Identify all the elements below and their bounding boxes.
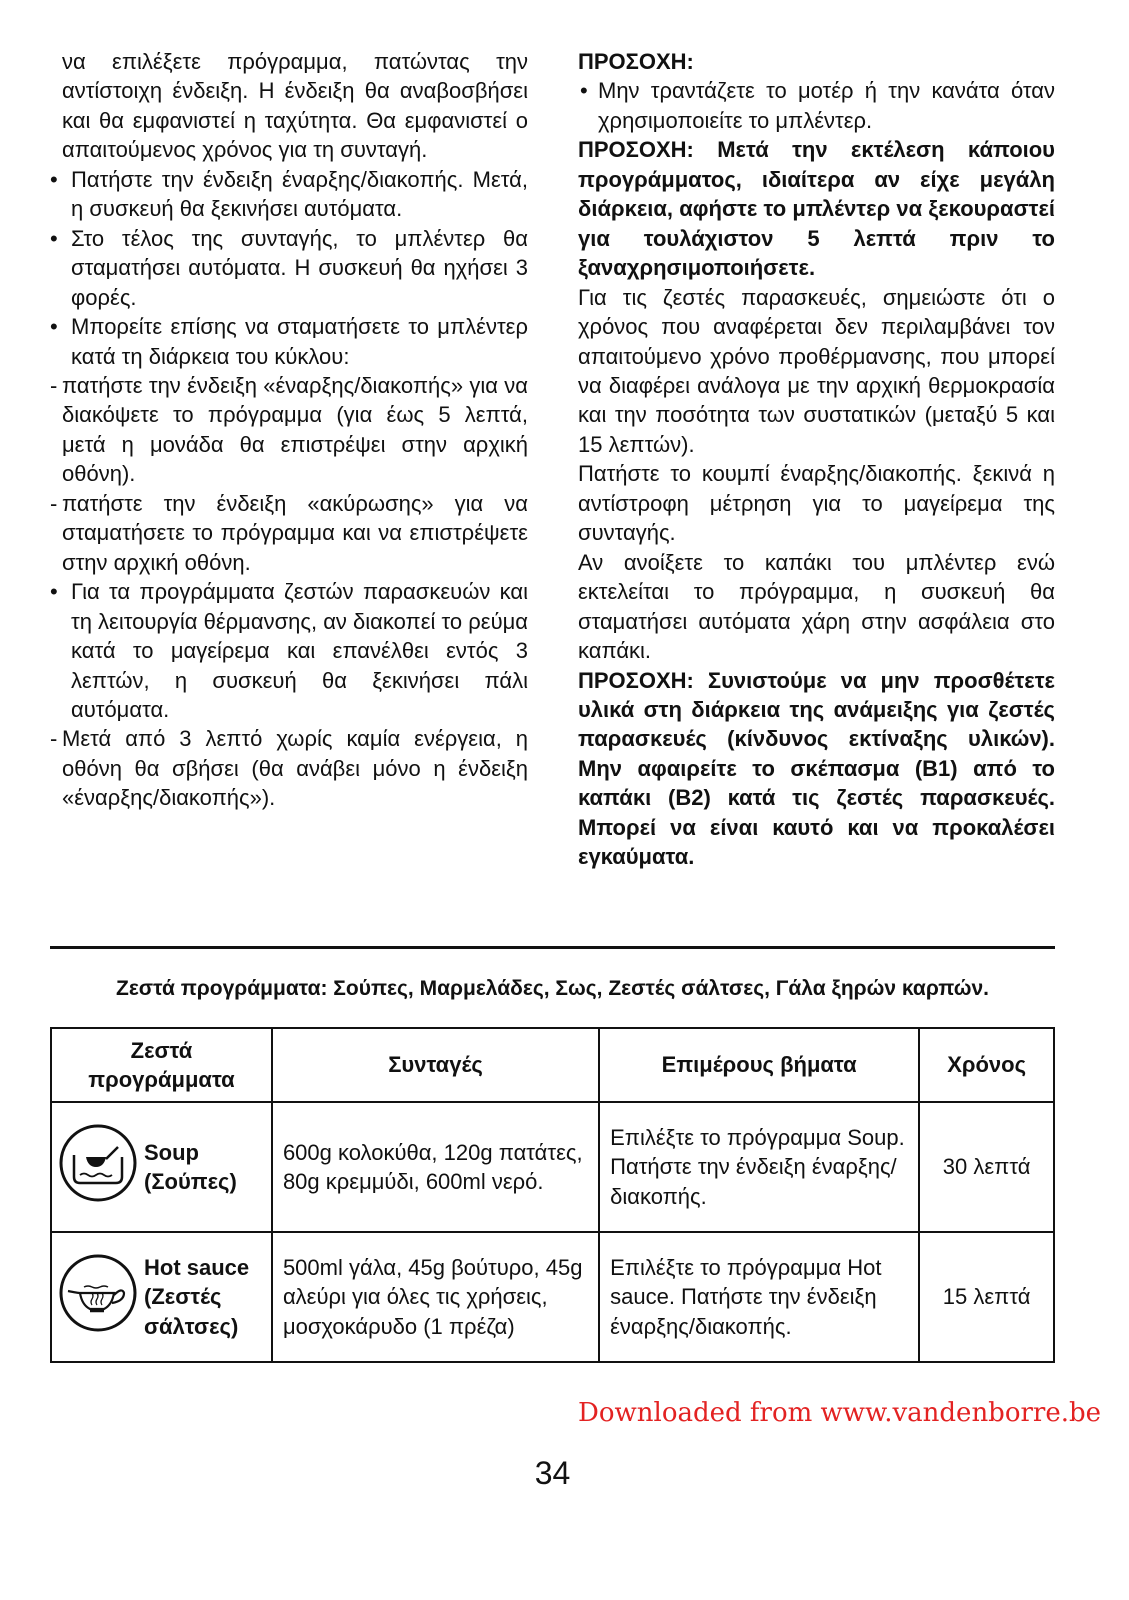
- section-divider: [50, 946, 1055, 949]
- recipe-cell: 600g κολοκύθα, 120g πατάτες, 80g κρεμμύδι, 600ml νερό.: [272, 1102, 599, 1232]
- header-cell: Συνταγές: [272, 1028, 599, 1102]
- bullet-item: • Πατήστε την ένδειξη έναρξης/διακοπής. Μετά, η συσκευή θα ξεκινήσει αυτόματα.: [62, 165, 528, 224]
- header-cell: Χρόνος: [919, 1028, 1054, 1102]
- caution-rest: ΠΡΟΣΟΧΗ: Μετά την εκτέλεση κάποιου προγράμματος, ιδιαίτερα αν είχε μεγάλη διάρκεια, αφήστε το μπλέντερ να ξεκουραστεί για τουλάχιστον 5 λεπτά πριν το ξαναχρησιμοποιήσετε.: [578, 137, 1055, 281]
- dash-text: Μετά από 3 λεπτό χωρίς καμία ενέργεια, η οθόνη θα σβήσει (θα ανάβει μόνο η ένδειξη «έναρξης/διακοπής»).: [62, 726, 528, 811]
- caution-hot: ΠΡΟΣΟΧΗ: Συνιστούμε να μην προσθέτετε υλικά στη διάρκεια της ανάμειξης για ζεστές παρασκευές (κίνδυνος εκτίναξης υλικών). Μην αφαιρείτε το σκέπασμα (B1) από το καπάκι (B2) κατά τις ζεστές παρασκευές. Μπορεί να είναι καυτό και να προκαλέσει εγκαύματα.: [578, 667, 1055, 870]
- caution-heading: ΠΡΟΣΟΧΗ:: [578, 49, 694, 74]
- watermark: Downloaded from www.vandenborre.be: [578, 1398, 1102, 1428]
- dash-mark: -: [50, 490, 58, 516]
- header-cell: Επιμέρους βήματα: [599, 1028, 919, 1102]
- hot-programs-table: [50, 1027, 1055, 1363]
- dash-text: πατήστε την ένδειξη «έναρξης/διακοπής» για να διακόψετε το πρόγραμμα (για έως 5 λεπτά, μετά η μονάδα θα επιστρέψει στην αρχική οθόνη).: [62, 372, 528, 487]
- left-column: [50, 47, 529, 936]
- steps-cell: Επιλέξτε το πρόγραμμα Soup. Πατήστε την ένδειξη έναρξης/διακοπής.: [599, 1102, 919, 1232]
- time-cell: 30 λεπτά: [919, 1102, 1054, 1232]
- dash-item: [50, 489, 528, 577]
- table-title: Ζεστά προγράμματα: Σούπες, Μαρμελάδες, Σως, Ζεστές σάλτσες, Γάλα ξηρών καρπών.: [116, 977, 989, 1000]
- gravy-boat-icon: [58, 1253, 138, 1340]
- program-name: Soup (Σούπες): [144, 1139, 237, 1194]
- paragraph: Πατήστε το κουμπί έναρξης/διακοπής. ξεκινά η αντίστροφη μέτρηση για το μαγείρεμα της συνταγής.: [578, 461, 1055, 546]
- right-column: [578, 47, 1055, 936]
- program-name: Hot sauce (Ζεστές σάλτσες): [144, 1254, 250, 1339]
- page-number: 34: [534, 1455, 571, 1491]
- table-header-row: [51, 1028, 1054, 1102]
- recipe-cell: 500ml γάλα, 45g βούτυρο, 45g αλεύρι για όλες τις χρήσεις, μοσχοκάρυδο (1 πρέζα): [272, 1232, 599, 1362]
- program-cell: [51, 1232, 272, 1362]
- bullet-item: • Στο τέλος της συνταγής, το μπλέντερ θα σταματήσει αυτόματα. Η συσκευή θα ηχήσει 3 φορές.: [62, 224, 528, 312]
- dash-mark: -: [50, 726, 58, 752]
- paragraph: να επιλέξετε πρόγραμμα, πατώντας την αντίστοιχη ένδειξη. Η ένδειξη θα αναβοσβήσει και θα εμφανιστεί η ταχύτητα. Θα εμφανιστεί ο απαιτούμενος χρόνος για τη συνταγή.: [62, 49, 528, 163]
- program-cell: [51, 1102, 272, 1232]
- paragraph: Αν ανοίξετε το καπάκι του μπλέντερ ενώ εκτελείται το πρόγραμμα, η συσκευή θα σταματήσει αυτόματα χάρη στην ασφάλεια στο καπάκι.: [578, 549, 1055, 664]
- dash-text: πατήστε την ένδειξη «ακύρωσης» για να σταματήσετε το πρόγραμμα και να επιστρέψετε στην αρχική οθόνη.: [62, 490, 528, 575]
- time-cell: 15 λεπτά: [919, 1232, 1054, 1362]
- paragraph: Για τις ζεστές παρασκευές, σημειώστε ότι ο χρόνος που αναφέρεται δεν περιλαμβάνει τον απαιτούμενο χρόνο προθέρμανσης, που μπορεί να διαφέρει ανάλογα με την αρχική θερμοκρασία και την ποσότητα των συστατικών (μεταξύ 5 και 15 λεπτών).: [578, 284, 1055, 457]
- soup-ladle-icon: [58, 1123, 138, 1210]
- bullet-item: • Για τα προγράμματα ζεστών παρασκευών και τη λειτουργία θέρμανσης, αν διακοπεί το ρεύμα κατά το μαγείρεμα και επανέλθει εντός 3 λεπτών, η συσκευή θα ξεκινήσει πάλι αυτόματα.: [62, 577, 528, 724]
- bullet-item: • Μπορείτε επίσης να σταματήσετε το μπλέντερ κατά τη διάρκεια του κύκλου:: [62, 312, 528, 371]
- dash-mark: -: [50, 372, 58, 398]
- dash-item: [50, 724, 528, 812]
- table-row: [51, 1102, 1054, 1232]
- steps-cell: Επιλέξτε το πρόγραμμα Hot sauce. Πατήστε την ένδειξη έναρξης/διακοπής.: [599, 1232, 919, 1362]
- caution-bullet: • Μην τραντάζετε το μοτέρ ή την κανάτα όταν χρησιμοποιείτε το μπλέντερ.: [578, 76, 1055, 135]
- dash-item: [50, 371, 528, 489]
- header-cell: Ζεστά προγράμματα: [51, 1028, 272, 1102]
- table-row: [51, 1232, 1054, 1362]
